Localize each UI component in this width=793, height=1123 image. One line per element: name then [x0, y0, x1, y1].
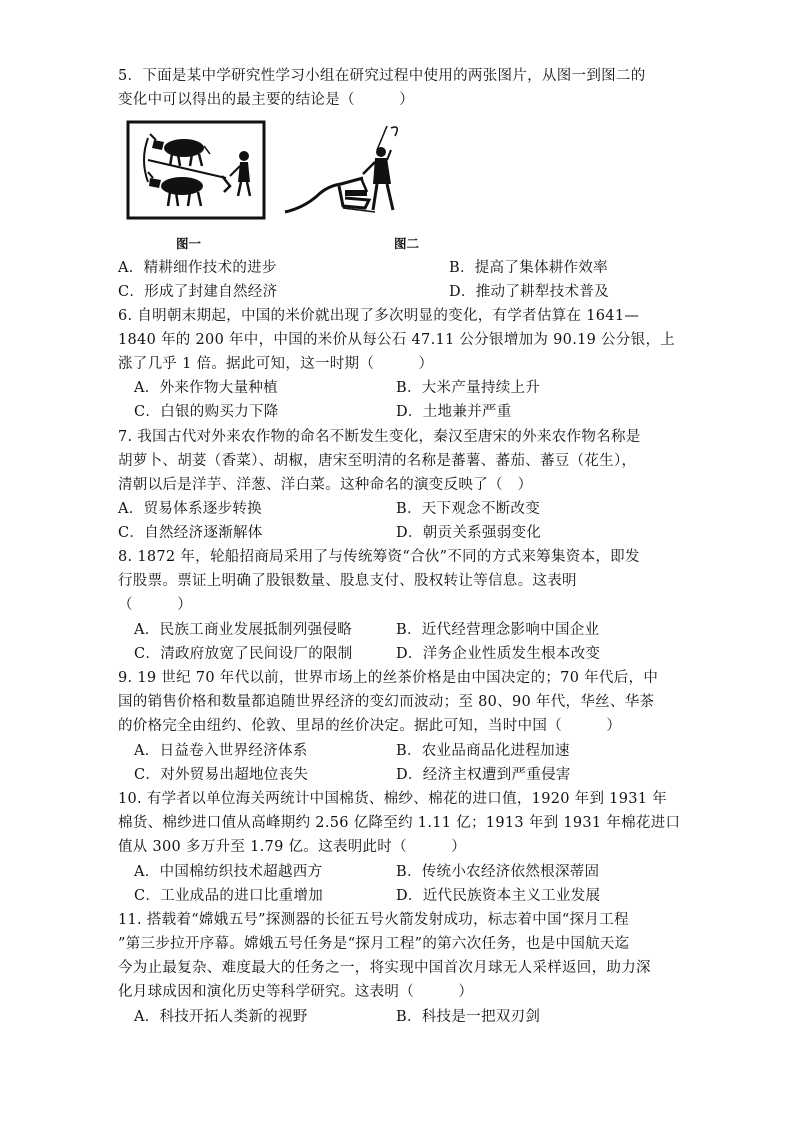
- q8-stem-line-1: 8. 1872 年，轮船招商局采用了与传统筹资“合伙”不同的方式来筹集资本，即发: [118, 549, 640, 565]
- q9-option-d: D．经济主权遭到严重侵害: [396, 767, 571, 783]
- q10-option-d: D．近代民族资本主义工业发展: [396, 888, 601, 904]
- q10-option-c: C．工业成品的进口比重增加: [134, 888, 323, 904]
- q5-option-a: A．精耕细作技术的进步: [118, 260, 277, 276]
- q5-stem-line-1: 5．下面是某中学研究性学习小组在研究过程中使用的两张图片，从图一到图二的: [118, 68, 646, 84]
- figure-2-caption: 图二: [394, 236, 420, 251]
- q6-option-b: B．大米产量持续上升: [396, 380, 541, 396]
- q9-option-a: A．日益卷入世界经济体系: [134, 743, 308, 759]
- q10-option-b: B．传统小农经济依然根深蒂固: [396, 864, 600, 880]
- q11-stem-line-4: 化月球成因和演化历史等科学研究。这表明（ ）: [118, 984, 474, 1000]
- q8-option-b: B．近代经营理念影响中国企业: [396, 622, 600, 638]
- q5-option-b: B．提高了集体耕作效率: [449, 260, 608, 276]
- q7-option-d: D．朝贡关系强弱变化: [396, 525, 542, 541]
- q11-stem-line-2: ”第三步拉开序幕。嫦娥五号任务是“探月工程”的第六次任务，也是中国航天迄: [118, 936, 630, 952]
- figure-1-caption: 图一: [176, 236, 202, 251]
- q8-stem-line-3: （ ）: [118, 597, 192, 613]
- figure-1-image: [126, 120, 266, 220]
- q10-stem-line-1: 10. 有学者以单位海关两统计中国棉货、棉纱、棉花的进口值，1920 年到 1931 年: [118, 791, 667, 807]
- q8-option-a: A．民族工商业发展抵制列强侵略: [134, 622, 352, 638]
- q9-option-b: B．农业品商品化进程加速: [396, 743, 570, 759]
- q5-stem-line-2: 变化中可以得出的最主要的结论是（ ）: [118, 92, 414, 108]
- q7-stem-line-1: 7. 我国古代对外来农作物的命名不断发生变化，秦汉至唐宋的外来农作物名称是: [118, 429, 641, 445]
- q7-option-b: B．天下观念不断改变: [396, 501, 541, 517]
- q5-option-d: D．推动了耕犁技术普及: [449, 284, 609, 300]
- q6-option-a: A．外来作物大量种植: [134, 380, 278, 396]
- q8-option-c: C．清政府放宽了民间设厂的限制: [134, 646, 353, 662]
- q9-option-c: C．对外贸易出超地位丧失: [134, 767, 309, 783]
- q8-stem-line-2: 行股票。票证上明确了股银数量、股息支付、股权转让等信息。这表明: [118, 573, 577, 589]
- q6-option-d: D．土地兼并严重: [396, 404, 512, 420]
- q6-stem-line-3: 涨了几乎 1 倍。据此可知，这一时期（ ）: [118, 356, 434, 372]
- q10-stem-line-2: 棉货、棉纱进口值从高峰期约 2.56 亿降至约 1.11 亿；1913 年到 1931 年棉花进口: [118, 815, 681, 831]
- q11-stem-line-1: 11. 搭载着“嫦娥五号”探测器的长征五号火箭发射成功，标志着中国“探月工程: [118, 912, 629, 928]
- q9-stem-line-2: 国的销售价格和数量都追随世界经济的变幻而波动；至 80、90 年代，华丝、华茶: [118, 694, 655, 710]
- q10-option-a: A．中国棉纺织技术超越西方: [134, 864, 323, 880]
- q6-option-c: C．白银的购买力下降: [134, 404, 279, 420]
- q9-stem-line-3: 的价格完全由纽约、伦敦、里昂的丝价决定。据此可知，当时中国（ ）: [118, 718, 622, 734]
- q10-stem-line-3: 值从 300 多万升至 1.79 亿。这表明此时（ ）: [118, 839, 467, 855]
- q9-stem-line-1: 9. 19 世纪 70 年代以前，世界市场上的丝茶价格是由中国决定的；70 年代后，中: [118, 670, 659, 686]
- q7-stem-line-2: 胡萝卜、胡荽（香菜）、胡椒，唐宋至明清的名称是蕃薯、蕃茄、蕃豆（花生），: [118, 453, 637, 469]
- q11-option-a: A．科技开拓人类新的视野: [134, 1009, 308, 1025]
- q7-option-a: A．贸易体系逐步转换: [118, 501, 262, 517]
- figure-2-image: [283, 122, 413, 220]
- q6-stem-line-1: 6. 自明朝末期起，中国的米价就出现了多次明显的变化，有学者估算在 1641—: [118, 308, 640, 324]
- q7-stem-line-3: 清朝以后是洋芋、洋葱、洋白菜。这种命名的演变反映了（ ）: [118, 477, 533, 493]
- q7-option-c: C．自然经济逐渐解体: [118, 525, 263, 541]
- q11-option-b: B．科技是一把双刃剑: [396, 1009, 541, 1025]
- q5-option-c: C．形成了封建自然经济: [118, 284, 278, 300]
- q6-stem-line-2: 1840 年的 200 年中，中国的米价从每公石 47.11 公分银增加为 90.19 公分银，上: [118, 332, 676, 348]
- q8-option-d: D．洋务企业性质发生根本改变: [396, 646, 601, 662]
- q11-stem-line-3: 今为止最复杂、难度最大的任务之一，将实现中国首次月球无人采样返回，助力深: [118, 960, 651, 976]
